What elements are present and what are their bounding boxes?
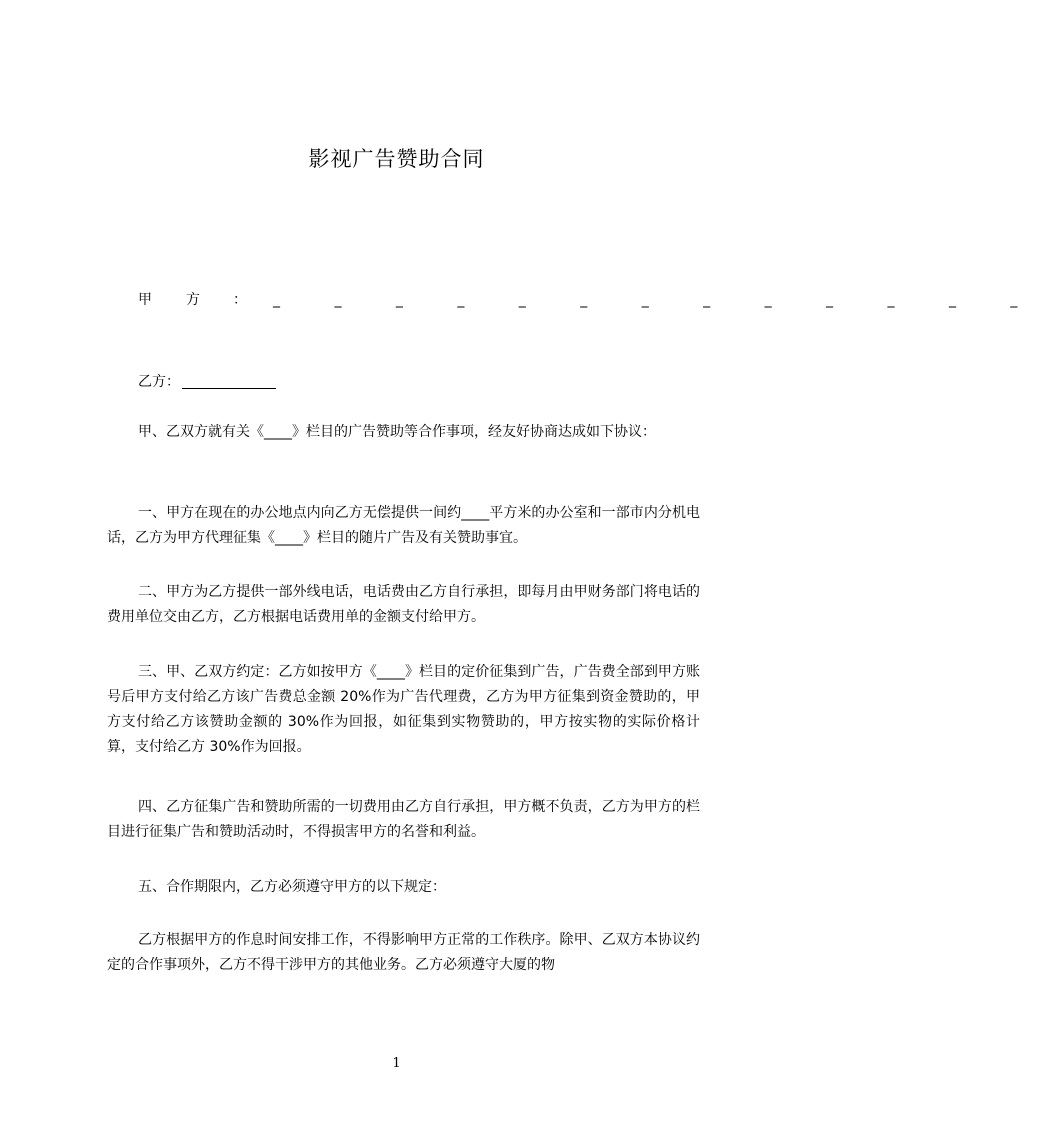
paragraph-clause-5 (107, 875, 700, 900)
party-a-label-1: 甲 (138, 292, 152, 308)
paragraph-text: 四、乙方征集广告和赞助所需的一切费用由乙方自行承担，甲方概不负责，乙方为甲方的栏目进行征集广告和赞助活动时，不得损害甲方的名誉和利益。 (107, 799, 700, 840)
paragraph-clause-5-detail (107, 928, 700, 978)
document-title: 影视广告赞助合同 (308, 147, 485, 171)
paragraph-clause-3 (107, 660, 700, 760)
paragraph-text: 二、甲方为乙方提供一部外线电话，电话费由乙方自行承担，即每月由甲财务部门将电话的费用单位交由乙方，乙方根据电话费用单的金额支付给甲方。 (107, 584, 700, 625)
paragraph-text: 三、甲、乙双方约定：乙方如按甲方《____》栏目的定价征集到广告，广告费全部到甲方账号后甲方支付给乙方该广告费总金额 20%作为广告代理费，乙方为甲方征集到资金赞助的，甲方支付给乙方该赞助金额的 30%作为回报，如征集到实物赞助的，甲方按实物的实际价格计算，支付给乙方 30%作为回报。 (107, 664, 700, 755)
party-b-label: 乙方： (138, 374, 180, 390)
party-a-colon: ： (233, 292, 247, 308)
paragraph-text: 乙方根据甲方的作息时间安排工作，不得影响甲方正常的工作秩序。除甲、乙双方本协议约定的合作事项外，乙方不得干涉甲方的其他业务。乙方必须遵守大厦的物 (107, 932, 700, 973)
paragraph-clause-2 (107, 580, 700, 630)
party-a-label-2: 方 (186, 292, 200, 308)
party-a-line (138, 289, 1042, 309)
paragraph-text: 甲、乙双方就有关《____》栏目的广告赞助等合作事项，经友好协商达成如下协议： (138, 424, 656, 440)
party-b-line (138, 371, 276, 391)
paragraph-clause-4 (107, 795, 700, 845)
party-b-blank (182, 374, 276, 389)
paragraph-text: 五、合作期限内，乙方必须遵守甲方的以下规定： (138, 879, 446, 895)
paragraph-intro (107, 420, 700, 445)
page-number: 1 (392, 1056, 401, 1071)
paragraph-text: 一、甲方在现在的办公地点内向乙方无偿提供一间约____平方米的办公室和一部市内分机电话，乙方为甲方代理征集《____》栏目的随片广告及有关赞助事宜。 (107, 505, 700, 546)
paragraph-clause-1 (107, 501, 700, 551)
party-a-blank: _ _ _ _ _ _ _ _ _ _ _ _ _ (273, 292, 1042, 308)
